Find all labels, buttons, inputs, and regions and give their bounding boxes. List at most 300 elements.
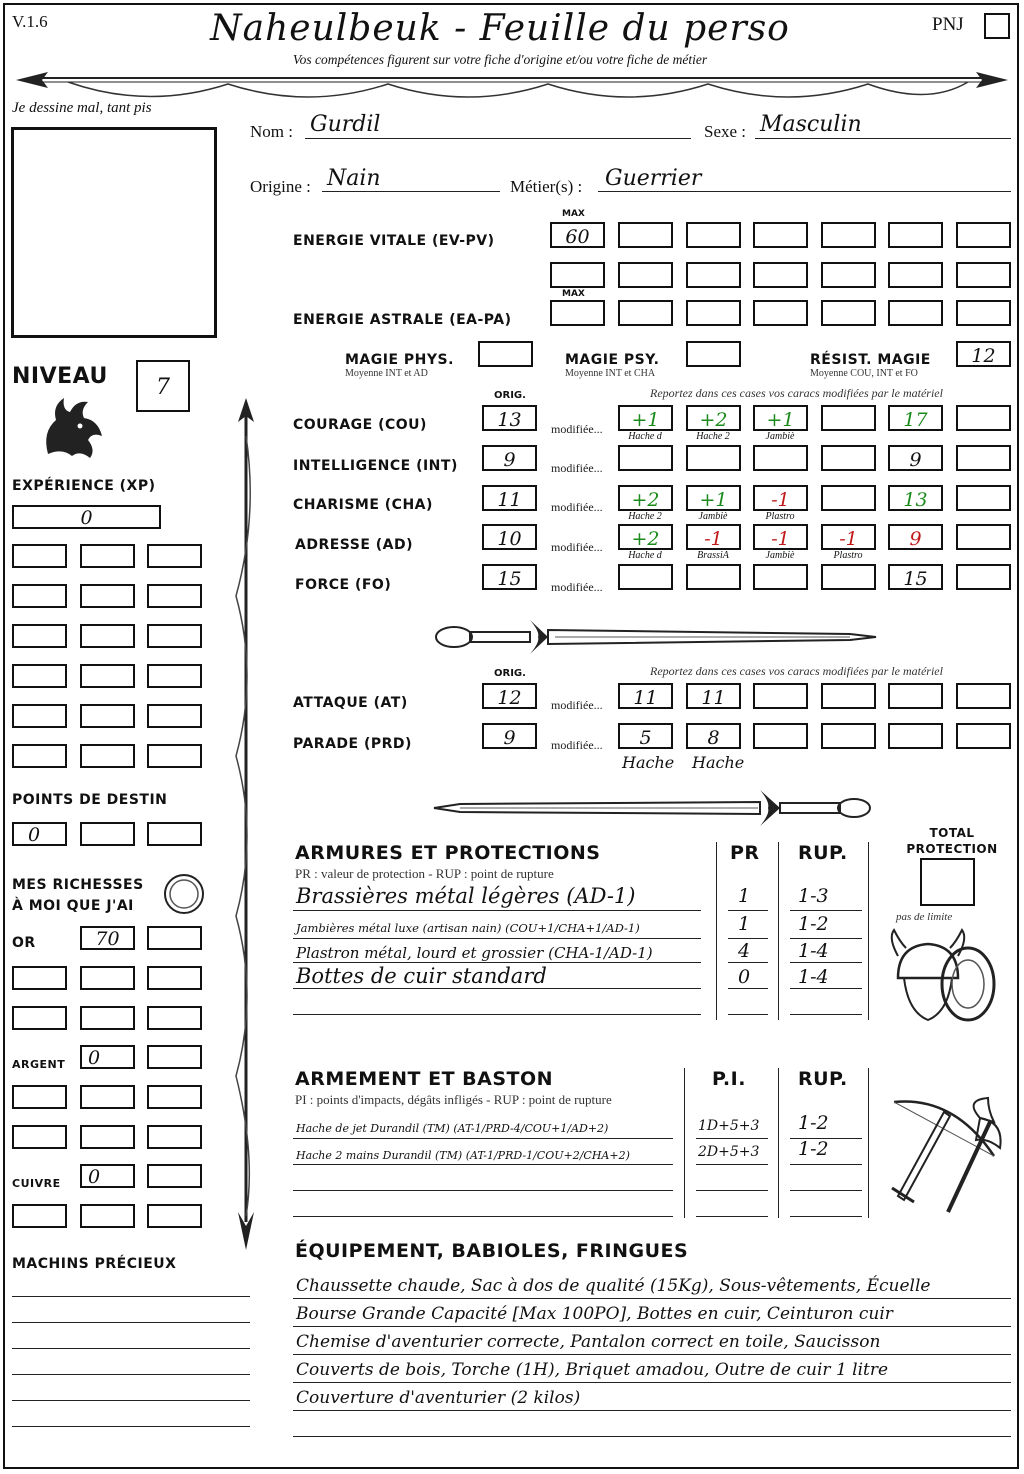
or-box[interactable] xyxy=(147,1006,202,1030)
stat-final-box[interactable] xyxy=(888,564,943,590)
stat-orig-ad[interactable] xyxy=(482,524,537,550)
cuivre-box[interactable] xyxy=(12,1204,67,1228)
armure-pr[interactable]: 4 xyxy=(738,940,751,962)
origine-value[interactable]: Nain xyxy=(327,166,381,191)
arme-line xyxy=(293,1164,673,1165)
equipement-line-text[interactable]: Couverts de bois, Torche (1H), Briquet amadou, Outre de cuir 1 litre xyxy=(296,1360,889,1380)
armure-name[interactable]: Bottes de cuir standard xyxy=(296,964,547,988)
stat-mod-value: -1 xyxy=(839,528,858,550)
coin-icon xyxy=(162,872,206,916)
parade-orig-box[interactable] xyxy=(482,723,537,749)
destin-box[interactable] xyxy=(80,822,135,846)
richesses-label: MES RICHESSES xyxy=(12,877,144,893)
argent-value: 0 xyxy=(88,1047,101,1069)
attaque-value: 11 xyxy=(701,687,726,709)
modifie-label: modifiée... xyxy=(551,738,603,752)
argent-box[interactable] xyxy=(12,1085,67,1109)
stat-orig-value: 9 xyxy=(503,449,516,471)
stat-mod-box[interactable] xyxy=(618,564,673,590)
stat-extra-box[interactable] xyxy=(956,445,1011,471)
richesses-label-2: À MOI QUE J'AI xyxy=(12,898,134,914)
parade-box[interactable] xyxy=(686,723,741,749)
magie-phys-value xyxy=(480,343,531,365)
parade-box[interactable] xyxy=(618,723,673,749)
xp-box[interactable] xyxy=(80,744,135,768)
arme-line[interactable] xyxy=(293,1190,673,1191)
arme-pi-line xyxy=(696,1216,768,1217)
stat-mod-note: Hache 2 xyxy=(628,511,662,522)
armure-rup-line xyxy=(790,988,862,989)
modifie-label: modifiée... xyxy=(551,422,603,436)
attaque-box[interactable] xyxy=(956,683,1011,709)
ev-box[interactable] xyxy=(550,262,605,288)
armure-rup-line xyxy=(790,938,862,939)
equipement-line xyxy=(293,1382,1011,1383)
armement-rup-header: RUP. xyxy=(798,1068,848,1090)
parade-box[interactable] xyxy=(753,723,808,749)
armement-divider xyxy=(684,1068,685,1218)
armure-line xyxy=(293,910,701,911)
stat-extra-box[interactable] xyxy=(956,405,1011,431)
armure-pr-line xyxy=(728,1014,768,1015)
stat-mod-box[interactable] xyxy=(686,445,741,471)
modifie-label: modifiée... xyxy=(551,580,603,594)
stat-orig-value: 15 xyxy=(497,568,522,590)
attaque-box[interactable] xyxy=(888,683,943,709)
stat-label-int: INTELLIGENCE (INT) xyxy=(293,458,458,474)
metier-label: Métier(s) : xyxy=(510,177,583,196)
sword-icon xyxy=(430,612,880,662)
stat-mod-note: Jambiè xyxy=(698,511,728,522)
page-subtitle: Vos compétences figurent sur votre fiche d'origine et/ou votre fiche de métier xyxy=(292,52,708,67)
dragon-icon xyxy=(36,392,108,464)
ev-box[interactable] xyxy=(686,222,741,248)
xp-box[interactable] xyxy=(147,704,202,728)
equipement-line-text[interactable]: Couverture d'aventurier (2 kilos) xyxy=(296,1388,581,1408)
nom-value[interactable]: Gurdil xyxy=(310,112,381,137)
stat-extra-box[interactable] xyxy=(956,564,1011,590)
or-box[interactable] xyxy=(80,926,135,950)
argent-box[interactable] xyxy=(12,1125,67,1149)
spear-icon xyxy=(228,396,264,1252)
armures-title: ARMURES ET PROTECTIONS xyxy=(295,842,601,864)
magie-psy-value xyxy=(688,343,739,365)
equipement-line xyxy=(293,1326,1011,1327)
or-box[interactable] xyxy=(12,966,67,990)
stat-mod-box[interactable] xyxy=(618,445,673,471)
stat-mod-box[interactable] xyxy=(753,405,808,431)
metier-value[interactable]: Guerrier xyxy=(605,166,702,191)
stat-mod-box[interactable] xyxy=(821,524,876,550)
stat-mod-note: Plastro xyxy=(833,550,863,561)
or-box[interactable] xyxy=(147,966,202,990)
modifie-label: modifiée... xyxy=(551,698,603,712)
stat-final-value: 9 xyxy=(909,449,922,471)
sword-icon xyxy=(430,786,875,832)
armure-rup[interactable]: 1-4 xyxy=(798,940,829,962)
equipement-line-text[interactable]: Chaussette chaude, Sac à dos de qualité (15Kg), Sous-vêtements, Écuelle xyxy=(296,1276,931,1296)
armure-name[interactable]: Plastron métal, lourd et grossier (CHA-1/AD-1) xyxy=(296,944,653,962)
stat-mod-box[interactable] xyxy=(821,445,876,471)
metier-line xyxy=(598,191,1011,192)
arme-pi[interactable]: 1D+5+3 xyxy=(698,1118,760,1134)
arme-pi-line xyxy=(696,1164,768,1165)
resist-magie-sub: Moyenne COU, INT et FO xyxy=(810,368,918,379)
stat-orig-cha[interactable] xyxy=(482,485,537,511)
arme-pi-line xyxy=(696,1138,768,1139)
equipement-line xyxy=(293,1410,1011,1411)
ea-box[interactable] xyxy=(618,300,673,326)
total-protection-label-2: PROTECTION xyxy=(906,842,998,856)
stat-label-fo: FORCE (FO) xyxy=(295,577,392,593)
ev-box[interactable] xyxy=(618,262,673,288)
armement-divider xyxy=(778,1068,779,1218)
stat-orig-value: 13 xyxy=(497,409,522,431)
cuivre-box[interactable] xyxy=(80,1164,135,1188)
argent-box[interactable] xyxy=(80,1125,135,1149)
stat-mod-box[interactable] xyxy=(618,524,673,550)
sexe-label: Sexe : xyxy=(704,122,747,141)
magie-phys-label: MAGIE PHYS. xyxy=(345,352,454,368)
ev-box[interactable] xyxy=(753,222,808,248)
argent-box[interactable] xyxy=(80,1085,135,1109)
stat-final-box[interactable] xyxy=(888,445,943,471)
origine-label: Origine : xyxy=(250,177,311,196)
or-box[interactable] xyxy=(80,1006,135,1030)
armures-divider xyxy=(778,842,779,1020)
armures-rup-header: RUP. xyxy=(798,842,848,864)
stat-final-value: 15 xyxy=(903,568,928,590)
precious-line[interactable] xyxy=(12,1426,250,1427)
arme-line xyxy=(293,1138,673,1139)
stat-mod-box[interactable] xyxy=(618,485,673,511)
ea-max-value xyxy=(552,302,603,324)
armure-pr-line xyxy=(728,962,768,963)
helmet-shield-icon xyxy=(888,928,1000,1028)
resist-magie-label: RÉSIST. MAGIE xyxy=(810,352,931,368)
nom-label: Nom : xyxy=(250,122,293,141)
magie-psy-sub: Moyenne INT et CHA xyxy=(565,368,656,379)
armure-line xyxy=(293,988,701,989)
armures-sub: PR : valeur de protection - RUP : point de rupture xyxy=(295,866,554,881)
stat-mod-box[interactable] xyxy=(618,405,673,431)
armure-rup[interactable]: 1-3 xyxy=(798,885,829,907)
xp-box[interactable] xyxy=(12,704,67,728)
arme-name[interactable]: Hache de jet Durandil (TM) (AT-1/PRD-4/COU+1/AD+2) xyxy=(296,1122,609,1135)
sexe-line xyxy=(755,138,1011,139)
armure-name[interactable]: Brassières métal légères (AD-1) xyxy=(296,884,636,908)
combat-note: Reportez dans ces cases vos caracs modifiées par le matériel xyxy=(650,664,943,678)
cuivre-box[interactable] xyxy=(80,1204,135,1228)
orig-label: ORIG. xyxy=(494,390,526,401)
xp-box[interactable] xyxy=(12,664,67,688)
attaque-box[interactable] xyxy=(686,683,741,709)
stat-final-value: 13 xyxy=(903,489,928,511)
armure-pr-line xyxy=(728,988,768,989)
pas-de-limite-label: pas de limite xyxy=(896,911,953,923)
argent-box[interactable] xyxy=(80,1045,135,1069)
arme-pi-line xyxy=(696,1190,768,1191)
xp-box[interactable] xyxy=(80,704,135,728)
niveau-label: NIVEAU xyxy=(12,364,108,389)
modifie-label: modifiée... xyxy=(551,500,603,514)
precious-line[interactable] xyxy=(12,1296,250,1297)
ea-max-box[interactable] xyxy=(550,300,605,326)
stat-mod-note: Hache d xyxy=(628,550,662,561)
niveau-value: 7 xyxy=(156,375,170,400)
stat-final-value: 9 xyxy=(909,528,922,550)
or-box[interactable] xyxy=(12,1006,67,1030)
stat-orig-value: 10 xyxy=(497,528,522,550)
arme-rup-line xyxy=(790,1164,862,1165)
xp-label: EXPÉRIENCE (XP) xyxy=(12,478,156,494)
arme-rup-line xyxy=(790,1190,862,1191)
stat-final-box[interactable] xyxy=(888,524,943,550)
version-label: V.1.6 xyxy=(12,12,48,31)
precious-line[interactable] xyxy=(12,1348,250,1349)
precious-line[interactable] xyxy=(12,1322,250,1323)
ev-box[interactable] xyxy=(753,262,808,288)
armures-divider xyxy=(868,842,869,1020)
ev-box[interactable] xyxy=(888,222,943,248)
xp-total-box[interactable] xyxy=(12,505,161,529)
xp-box[interactable] xyxy=(12,584,67,608)
armure-pr-line xyxy=(728,938,768,939)
argent-label: ARGENT xyxy=(12,1058,66,1071)
xp-box[interactable] xyxy=(12,624,67,648)
stat-orig-int[interactable] xyxy=(482,445,537,471)
ev-max-box[interactable] xyxy=(550,222,605,248)
cuivre-box[interactable] xyxy=(147,1164,202,1188)
parade-value: 8 xyxy=(707,727,720,749)
stats-note: Reportez dans ces cases vos caracs modifiées par le matériel xyxy=(650,386,943,400)
armures-pr-header: PR xyxy=(730,842,760,864)
ev-max-label: MAX xyxy=(562,209,585,219)
attaque-orig-value: 12 xyxy=(497,687,522,709)
attaque-box[interactable] xyxy=(753,683,808,709)
modifie-label: modifiée... xyxy=(551,461,603,475)
arme-pi[interactable]: 2D+5+3 xyxy=(698,1144,760,1160)
armement-divider xyxy=(868,1068,869,1218)
stat-mod-value: +1 xyxy=(766,409,795,431)
armure-rup[interactable]: 1-2 xyxy=(798,913,829,935)
stat-mod-note: Plastro xyxy=(765,511,795,522)
stat-final-box[interactable] xyxy=(888,405,943,431)
precious-line[interactable] xyxy=(12,1374,250,1375)
precious-line[interactable] xyxy=(12,1400,250,1401)
ev-box[interactable] xyxy=(956,222,1011,248)
nom-line xyxy=(305,138,691,139)
ev-box[interactable] xyxy=(686,262,741,288)
xp-box[interactable] xyxy=(147,664,202,688)
stat-mod-box[interactable] xyxy=(686,405,741,431)
attaque-box[interactable] xyxy=(618,683,673,709)
magie-phys-sub: Moyenne INT et AD xyxy=(345,368,428,379)
stat-orig-fo[interactable] xyxy=(482,564,537,590)
armure-line xyxy=(293,938,701,939)
ea-box[interactable] xyxy=(956,300,1011,326)
machins-precieux-label: MACHINS PRÉCIEUX xyxy=(12,1256,177,1272)
armure-line[interactable] xyxy=(293,1014,701,1015)
stat-mod-box[interactable] xyxy=(753,445,808,471)
argent-box[interactable] xyxy=(147,1045,202,1069)
total-protection-label: TOTAL xyxy=(929,826,975,840)
page-title: Naheulbeuk - Feuille du perso xyxy=(210,8,790,49)
armure-pr-line xyxy=(728,910,768,911)
armure-pr[interactable]: 1 xyxy=(738,885,751,907)
xp-box[interactable] xyxy=(12,744,67,768)
xp-box[interactable] xyxy=(147,584,202,608)
ea-box[interactable] xyxy=(888,300,943,326)
stat-mod-note: Jambiè xyxy=(765,550,795,561)
stat-mod-box[interactable] xyxy=(821,405,876,431)
stat-mod-box[interactable] xyxy=(686,564,741,590)
ev-max-value: 60 xyxy=(565,226,590,248)
ev-box[interactable] xyxy=(821,262,876,288)
attaque-label: ATTAQUE (AT) xyxy=(293,695,408,711)
ea-label: ENERGIE ASTRALE (EA-PA) xyxy=(293,312,512,328)
xp-box[interactable] xyxy=(147,624,202,648)
origine-line xyxy=(322,191,500,192)
stat-mod-box[interactable] xyxy=(821,485,876,511)
armure-line xyxy=(293,962,701,963)
stat-label-cha: CHARISME (CHA) xyxy=(293,497,433,513)
attaque-orig-box[interactable] xyxy=(482,683,537,709)
stat-mod-box[interactable] xyxy=(753,485,808,511)
stat-mod-value: -1 xyxy=(771,528,790,550)
ea-box[interactable] xyxy=(753,300,808,326)
destin-label: POINTS DE DESTIN xyxy=(12,792,168,808)
sexe-value[interactable]: Masculin xyxy=(760,112,862,137)
ev-box[interactable] xyxy=(956,262,1011,288)
arme-rup[interactable]: 1-2 xyxy=(798,1138,829,1160)
stat-mod-box[interactable] xyxy=(686,485,741,511)
stat-mod-box[interactable] xyxy=(821,564,876,590)
total-protection-box[interactable] xyxy=(920,858,975,906)
parade-box[interactable] xyxy=(956,723,1011,749)
equipement-line xyxy=(293,1354,1011,1355)
armure-rup-line xyxy=(790,962,862,963)
stat-final-box[interactable] xyxy=(888,485,943,511)
parade-label: PARADE (PRD) xyxy=(293,736,412,752)
parade-orig-value: 9 xyxy=(503,727,516,749)
xp-box[interactable] xyxy=(80,664,135,688)
ev-box[interactable] xyxy=(888,262,943,288)
ev-label: ENERGIE VITALE (EV-PV) xyxy=(293,233,495,249)
or-label: OR xyxy=(12,935,36,951)
destin-box[interactable] xyxy=(12,822,67,846)
xp-box[interactable] xyxy=(147,544,202,568)
argent-box[interactable] xyxy=(147,1085,202,1109)
equipement-line-text[interactable]: Bourse Grande Capacité [Max 100PO], Bottes en cuir, Ceinturon cuir xyxy=(296,1304,893,1324)
xp-box[interactable] xyxy=(147,744,202,768)
xp-box[interactable] xyxy=(80,624,135,648)
portrait-box[interactable] xyxy=(11,127,217,338)
armure-name[interactable]: Jambières métal luxe (artisan nain) (COU+1/CHA+1/AD-1) xyxy=(296,921,640,935)
stat-mod-box[interactable] xyxy=(753,524,808,550)
ea-box[interactable] xyxy=(686,300,741,326)
armure-pr[interactable]: 1 xyxy=(738,913,751,935)
stat-mod-value xyxy=(823,407,874,429)
resist-magie-box[interactable] xyxy=(956,341,1011,367)
or-box[interactable] xyxy=(147,926,202,950)
or-box[interactable] xyxy=(80,966,135,990)
stat-mod-value: +1 xyxy=(699,489,728,511)
cuivre-label: CUIVRE xyxy=(12,1177,61,1190)
xp-box[interactable] xyxy=(80,584,135,608)
magie-psy-box[interactable] xyxy=(686,341,741,367)
niveau-box[interactable] xyxy=(136,360,190,412)
equipement-line[interactable] xyxy=(293,1436,1011,1437)
xp-box[interactable] xyxy=(12,544,67,568)
attaque-value: 11 xyxy=(633,687,658,709)
crossed-weapons-icon xyxy=(884,1092,1008,1216)
equipement-line-text[interactable]: Chemise d'aventurier correcte, Pantalon correct en toile, Saucisson xyxy=(296,1332,881,1352)
pnj-checkbox[interactable] xyxy=(984,13,1010,39)
armure-rup-line xyxy=(790,1014,862,1015)
armure-rup-line xyxy=(790,910,862,911)
stat-label-ad: ADRESSE (AD) xyxy=(295,537,414,553)
spear-divider-icon xyxy=(8,66,1016,110)
stat-mod-box[interactable] xyxy=(686,524,741,550)
stat-orig-cou[interactable] xyxy=(482,405,537,431)
attaque-box[interactable] xyxy=(821,683,876,709)
weapon-note: Hache xyxy=(692,753,745,772)
stat-mod-note: BrassiA xyxy=(697,550,729,561)
magie-phys-box[interactable] xyxy=(478,341,533,367)
armures-divider xyxy=(716,842,717,1020)
stat-mod-value: +2 xyxy=(699,409,728,431)
ea-box[interactable] xyxy=(821,300,876,326)
stat-mod-note: Jambiè xyxy=(765,431,795,442)
stat-mod-note: Hache d xyxy=(628,431,662,442)
stat-mod-value: -1 xyxy=(771,489,790,511)
armure-pr[interactable]: 0 xyxy=(738,966,751,988)
arme-line[interactable] xyxy=(293,1216,673,1217)
arme-name[interactable]: Hache 2 mains Durandil (TM) (AT-1/PRD-1/COU+2/CHA+2) xyxy=(296,1149,630,1162)
destin-value: 0 xyxy=(28,824,41,846)
armement-sub: PI : points d'impacts, dégâts infligés - RUP : point de rupture xyxy=(295,1092,612,1107)
resist-magie-value: 12 xyxy=(971,345,996,367)
weapon-note: Hache xyxy=(622,753,675,772)
ev-box[interactable] xyxy=(821,222,876,248)
destin-box[interactable] xyxy=(147,822,202,846)
stat-mod-value: +2 xyxy=(631,528,660,550)
equipement-title: ÉQUIPEMENT, BABIOLES, FRINGUES xyxy=(295,1240,689,1262)
xp-box[interactable] xyxy=(80,544,135,568)
stat-orig-value: 11 xyxy=(497,489,522,511)
parade-box[interactable] xyxy=(888,723,943,749)
magie-psy-label: MAGIE PSY. xyxy=(565,352,660,368)
stat-mod-value: +1 xyxy=(631,409,660,431)
ea-max-label: MAX xyxy=(562,289,585,299)
parade-box[interactable] xyxy=(821,723,876,749)
armure-rup[interactable]: 1-4 xyxy=(798,966,829,988)
armement-pi-header: P.I. xyxy=(712,1068,746,1090)
ev-box[interactable] xyxy=(618,222,673,248)
arme-rup[interactable]: 1-2 xyxy=(798,1112,829,1134)
arme-rup-line xyxy=(790,1216,862,1217)
stat-extra-box[interactable] xyxy=(956,485,1011,511)
stat-mod-box[interactable] xyxy=(753,564,808,590)
xp-value: 0 xyxy=(80,507,93,529)
modifie-label: modifiée... xyxy=(551,540,603,554)
armement-title: ARMEMENT ET BASTON xyxy=(295,1068,554,1090)
cuivre-value: 0 xyxy=(88,1166,101,1188)
argent-box[interactable] xyxy=(147,1125,202,1149)
stat-extra-box[interactable] xyxy=(956,524,1011,550)
cuivre-box[interactable] xyxy=(147,1204,202,1228)
